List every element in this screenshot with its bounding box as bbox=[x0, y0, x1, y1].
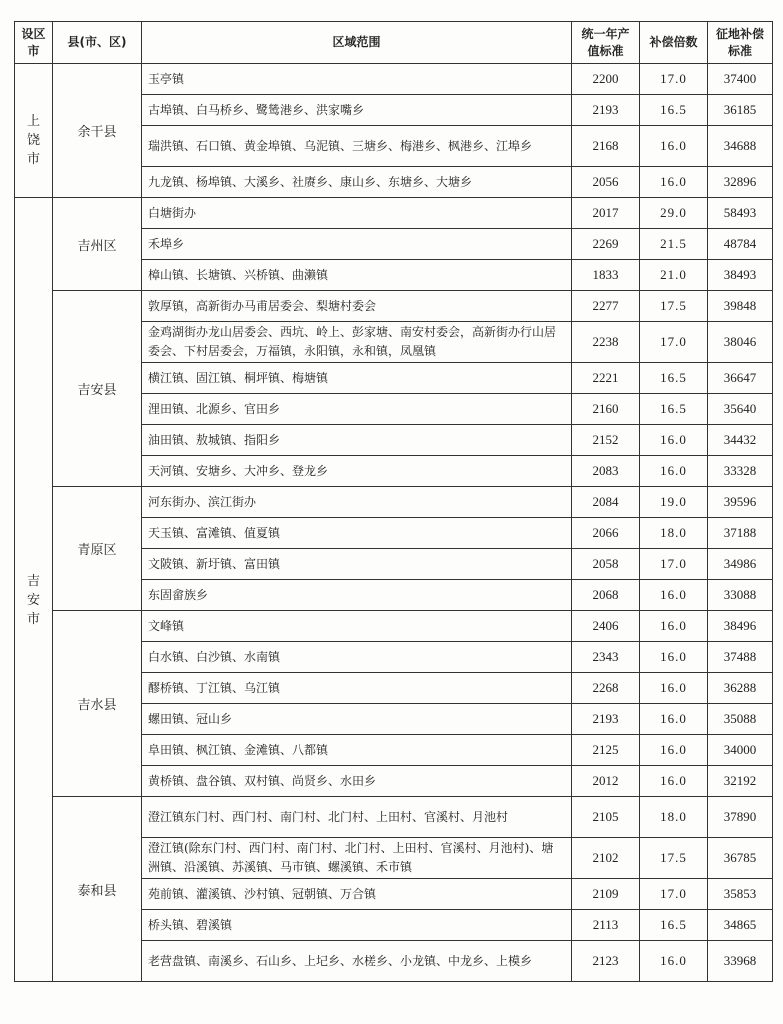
area-cell: 苑前镇、灌溪镇、沙村镇、冠朝镇、万合镇 bbox=[142, 879, 572, 910]
area-cell: 油田镇、敖城镇、指阳乡 bbox=[142, 425, 572, 456]
standard-cell: 33088 bbox=[708, 580, 773, 611]
multiple-cell: 21.5 bbox=[640, 229, 708, 260]
standard-cell: 35088 bbox=[708, 704, 773, 735]
standard-cell: 38493 bbox=[708, 260, 773, 291]
area-cell: 浬田镇、北源乡、官田乡 bbox=[142, 394, 572, 425]
area-cell: 澄江镇(除东门村、西门村、南门村、北门村、上田村、官溪村、月池村)、塘洲镇、沿溪镇、苏溪镇、马市镇、螺溪镇、禾市镇 bbox=[142, 838, 572, 879]
annual-value-cell: 2084 bbox=[572, 487, 640, 518]
annual-value-cell: 2238 bbox=[572, 322, 640, 363]
standard-cell: 58493 bbox=[708, 198, 773, 229]
multiple-cell: 19.0 bbox=[640, 487, 708, 518]
multiple-cell: 16.0 bbox=[640, 167, 708, 198]
area-cell: 文峰镇 bbox=[142, 611, 572, 642]
area-cell: 玉亭镇 bbox=[142, 64, 572, 95]
area-cell: 白塘街办 bbox=[142, 198, 572, 229]
multiple-cell: 16.0 bbox=[640, 766, 708, 797]
multiple-cell: 21.0 bbox=[640, 260, 708, 291]
annual-value-cell: 2221 bbox=[572, 363, 640, 394]
county-cell: 泰和县 bbox=[53, 797, 142, 982]
header-standard: 征地补偿标准 bbox=[708, 22, 773, 64]
annual-value-cell: 2268 bbox=[572, 673, 640, 704]
area-cell: 金鸡湖街办龙山居委会、西坑、岭上、彭家塘、南安村委会，高新街办行山居委会、下村居委会，万福镇，永阳镇，永和镇，凤凰镇 bbox=[142, 322, 572, 363]
annual-value-cell: 2168 bbox=[572, 126, 640, 167]
table-row bbox=[15, 291, 773, 322]
annual-value-cell: 2406 bbox=[572, 611, 640, 642]
header-multiple: 补偿倍数 bbox=[640, 22, 708, 64]
table-row bbox=[15, 611, 773, 642]
multiple-cell: 16.0 bbox=[640, 673, 708, 704]
annual-value-cell: 2200 bbox=[572, 64, 640, 95]
area-cell: 九龙镇、杨埠镇、大溪乡、社赓乡、康山乡、东塘乡、大塘乡 bbox=[142, 167, 572, 198]
multiple-cell: 16.0 bbox=[640, 425, 708, 456]
multiple-cell: 16.5 bbox=[640, 910, 708, 941]
standard-cell: 39596 bbox=[708, 487, 773, 518]
standard-cell: 37188 bbox=[708, 518, 773, 549]
standard-cell: 37400 bbox=[708, 64, 773, 95]
area-cell: 敦厚镇，高新街办马甫居委会、梨塘村委会 bbox=[142, 291, 572, 322]
annual-value-cell: 2152 bbox=[572, 425, 640, 456]
standard-cell: 39848 bbox=[708, 291, 773, 322]
annual-value-cell: 2125 bbox=[572, 735, 640, 766]
county-cell: 吉州区 bbox=[53, 198, 142, 291]
city-name: 上饶市 bbox=[27, 114, 41, 167]
county-cell: 青原区 bbox=[53, 487, 142, 611]
standard-cell: 37488 bbox=[708, 642, 773, 673]
multiple-cell: 16.0 bbox=[640, 611, 708, 642]
multiple-cell: 16.0 bbox=[640, 735, 708, 766]
multiple-cell: 16.0 bbox=[640, 456, 708, 487]
annual-value-cell: 1833 bbox=[572, 260, 640, 291]
annual-value-cell: 2193 bbox=[572, 95, 640, 126]
standard-cell: 32896 bbox=[708, 167, 773, 198]
multiple-cell: 18.0 bbox=[640, 518, 708, 549]
area-cell: 古埠镇、白马桥乡、鹭鸶港乡、洪家嘴乡 bbox=[142, 95, 572, 126]
city-cell bbox=[15, 198, 53, 982]
standard-cell: 35640 bbox=[708, 394, 773, 425]
standard-cell: 35853 bbox=[708, 879, 773, 910]
standard-cell: 36647 bbox=[708, 363, 773, 394]
multiple-cell: 16.5 bbox=[640, 363, 708, 394]
standard-cell: 34865 bbox=[708, 910, 773, 941]
area-cell: 文陂镇、新圩镇、富田镇 bbox=[142, 549, 572, 580]
area-cell: 天河镇、安塘乡、大冲乡、登龙乡 bbox=[142, 456, 572, 487]
area-cell: 阜田镇、枫江镇、金滩镇、八都镇 bbox=[142, 735, 572, 766]
compensation-table bbox=[14, 21, 773, 982]
multiple-cell: 16.5 bbox=[640, 394, 708, 425]
multiple-cell: 29.0 bbox=[640, 198, 708, 229]
annual-value-cell: 2012 bbox=[572, 766, 640, 797]
multiple-cell: 16.0 bbox=[640, 580, 708, 611]
standard-cell: 36185 bbox=[708, 95, 773, 126]
multiple-cell: 17.5 bbox=[640, 838, 708, 879]
standard-cell: 36785 bbox=[708, 838, 773, 879]
table-header bbox=[15, 22, 773, 64]
annual-value-cell: 2105 bbox=[572, 797, 640, 838]
county-cell: 余干县 bbox=[53, 64, 142, 198]
area-cell: 天玉镇、富滩镇、值夏镇 bbox=[142, 518, 572, 549]
standard-cell: 38496 bbox=[708, 611, 773, 642]
multiple-cell: 16.0 bbox=[640, 941, 708, 982]
county-cell: 吉水县 bbox=[53, 611, 142, 797]
annual-value-cell: 2193 bbox=[572, 704, 640, 735]
header-city: 设区市 bbox=[15, 22, 53, 64]
standard-cell: 32192 bbox=[708, 766, 773, 797]
annual-value-cell: 2066 bbox=[572, 518, 640, 549]
annual-value-cell: 2083 bbox=[572, 456, 640, 487]
table-row bbox=[15, 64, 773, 95]
table-row bbox=[15, 487, 773, 518]
header-county: 县(市、区) bbox=[53, 22, 142, 64]
header-annual-value: 统一年产值标准 bbox=[572, 22, 640, 64]
multiple-cell: 17.5 bbox=[640, 291, 708, 322]
area-cell: 醪桥镇、丁江镇、乌江镇 bbox=[142, 673, 572, 704]
city-cell bbox=[15, 64, 53, 198]
annual-value-cell: 2058 bbox=[572, 549, 640, 580]
area-cell: 东固畲族乡 bbox=[142, 580, 572, 611]
area-cell: 桥头镇、碧溪镇 bbox=[142, 910, 572, 941]
annual-value-cell: 2123 bbox=[572, 941, 640, 982]
county-cell: 吉安县 bbox=[53, 291, 142, 487]
standard-cell: 34432 bbox=[708, 425, 773, 456]
annual-value-cell: 2113 bbox=[572, 910, 640, 941]
multiple-cell: 16.0 bbox=[640, 704, 708, 735]
multiple-cell: 17.0 bbox=[640, 64, 708, 95]
area-cell: 澄江镇东门村、西门村、南门村、北门村、上田村、官溪村、月池村 bbox=[142, 797, 572, 838]
annual-value-cell: 2160 bbox=[572, 394, 640, 425]
standard-cell: 36288 bbox=[708, 673, 773, 704]
multiple-cell: 16.0 bbox=[640, 642, 708, 673]
annual-value-cell: 2017 bbox=[572, 198, 640, 229]
multiple-cell: 17.0 bbox=[640, 879, 708, 910]
standard-cell: 48784 bbox=[708, 229, 773, 260]
standard-cell: 34688 bbox=[708, 126, 773, 167]
standard-cell: 34986 bbox=[708, 549, 773, 580]
area-cell: 河东街办、滨江街办 bbox=[142, 487, 572, 518]
city-name: 吉安市 bbox=[27, 574, 41, 627]
standard-cell: 34000 bbox=[708, 735, 773, 766]
standard-cell: 33968 bbox=[708, 941, 773, 982]
annual-value-cell: 2277 bbox=[572, 291, 640, 322]
area-cell: 黄桥镇、盘谷镇、双村镇、尚贤乡、水田乡 bbox=[142, 766, 572, 797]
table-body bbox=[15, 64, 773, 982]
multiple-cell: 17.0 bbox=[640, 322, 708, 363]
area-cell: 瑞洪镇、石口镇、黄金埠镇、乌泥镇、三塘乡、梅港乡、枫港乡、江埠乡 bbox=[142, 126, 572, 167]
multiple-cell: 16.0 bbox=[640, 126, 708, 167]
multiple-cell: 16.5 bbox=[640, 95, 708, 126]
standard-cell: 37890 bbox=[708, 797, 773, 838]
standard-cell: 38046 bbox=[708, 322, 773, 363]
area-cell: 老营盘镇、南溪乡、石山乡、上圮乡、水槎乡、小龙镇、中龙乡、上模乡 bbox=[142, 941, 572, 982]
area-cell: 白水镇、白沙镇、水南镇 bbox=[142, 642, 572, 673]
standard-cell: 33328 bbox=[708, 456, 773, 487]
annual-value-cell: 2269 bbox=[572, 229, 640, 260]
area-cell: 螺田镇、冠山乡 bbox=[142, 704, 572, 735]
annual-value-cell: 2343 bbox=[572, 642, 640, 673]
multiple-cell: 18.0 bbox=[640, 797, 708, 838]
header-area: 区域范围 bbox=[142, 22, 572, 64]
area-cell: 禾埠乡 bbox=[142, 229, 572, 260]
annual-value-cell: 2068 bbox=[572, 580, 640, 611]
annual-value-cell: 2056 bbox=[572, 167, 640, 198]
table-row bbox=[15, 198, 773, 229]
multiple-cell: 17.0 bbox=[640, 549, 708, 580]
area-cell: 樟山镇、长塘镇、兴桥镇、曲濑镇 bbox=[142, 260, 572, 291]
annual-value-cell: 2102 bbox=[572, 838, 640, 879]
annual-value-cell: 2109 bbox=[572, 879, 640, 910]
area-cell: 横江镇、固江镇、桐坪镇、梅塘镇 bbox=[142, 363, 572, 394]
table-row bbox=[15, 797, 773, 838]
